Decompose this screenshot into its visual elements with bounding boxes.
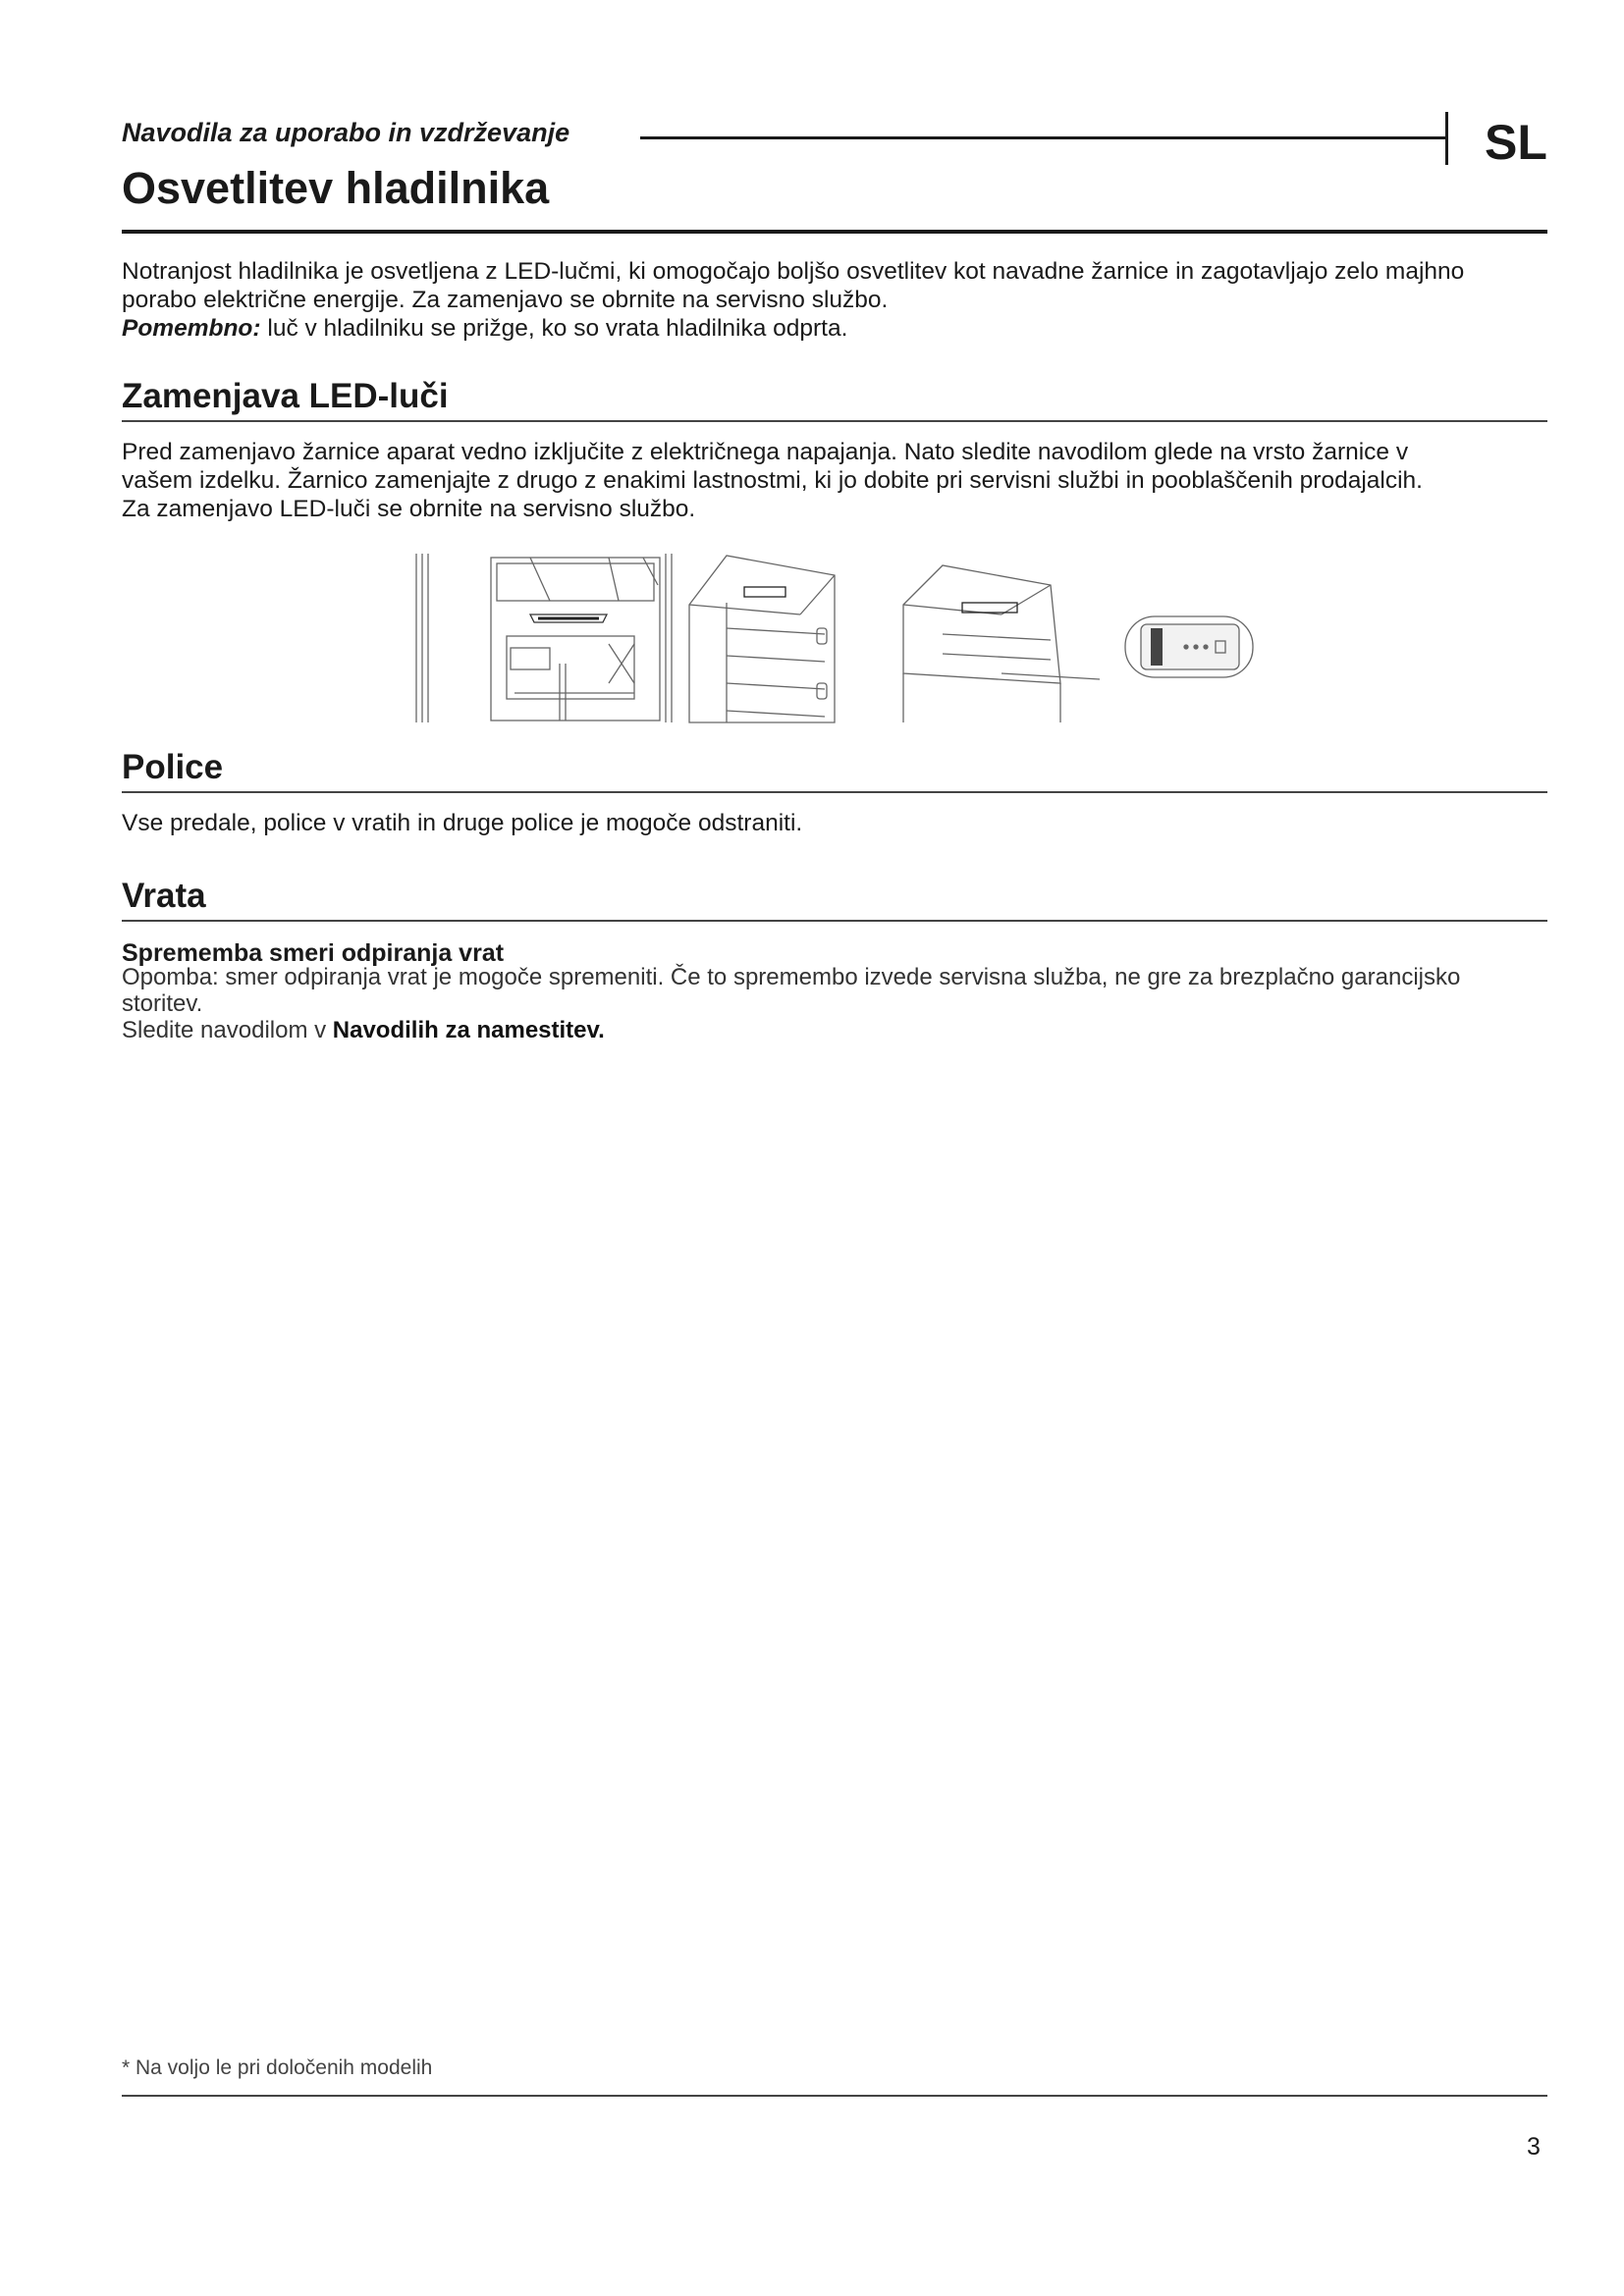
page-number: 3	[1527, 2133, 1541, 2161]
footnote: * Na voljo le pri določenih modelih	[122, 2056, 433, 2079]
important-note	[122, 314, 1547, 343]
manual-subtitle: Navodila za uporabo in vzdrževanje	[122, 118, 570, 147]
fridge-shelves-illustration	[689, 556, 835, 722]
header-rule-end	[1445, 112, 1448, 165]
led-paragraph	[122, 438, 1547, 523]
led-replacement-illustration	[412, 546, 1276, 726]
language-code: SL	[1485, 115, 1547, 170]
fridge-interior-light-illustration	[416, 554, 672, 722]
door-line-2-prefix: Sledite navodilom v	[122, 1017, 333, 1043]
led-cover-illustration	[903, 565, 1100, 722]
led-heading-rule	[122, 420, 1547, 422]
led-module-illustration	[1125, 616, 1253, 677]
led-line-2: vašem izdelku. Žarnico zamenjajte z drugo z enakimi lastnostmi, ki jo dobite pri servisni službi in pooblaščenih prodajalcih.	[122, 467, 1423, 494]
page-title: Osvetlitev hladilnika	[122, 163, 550, 213]
door-line-2	[122, 1017, 1547, 1043]
led-line-3: Za zamenjavo LED-luči se obrnite na servisno službo.	[122, 496, 696, 522]
door-heading: Vrata	[122, 877, 206, 915]
door-paragraph	[122, 964, 1547, 1043]
shelves-heading: Police	[122, 748, 224, 786]
intro-line-1: Notranjost hladilnika je osvetljena z LED-lučmi, ki omogočajo boljšo osvetlitev kot navadne žarnice in zagotavljajo zelo majhno	[122, 258, 1465, 285]
shelves-heading-rule	[122, 791, 1547, 793]
installation-guide-reference: Navodilih za namestitev.	[332, 1017, 605, 1043]
intro-paragraph	[122, 257, 1547, 343]
footer-rule	[122, 2095, 1547, 2097]
led-heading: Zamenjava LED-luči	[122, 377, 449, 415]
door-subheading: Sprememba smeri odpiranja vrat	[122, 939, 505, 967]
intro-line-2: porabo električne energije. Za zamenjavo se obrnite na servisno službo.	[122, 287, 889, 313]
header-rule	[640, 136, 1447, 139]
title-rule	[122, 230, 1547, 234]
shelves-paragraph: Vse predale, police v vratih in druge police je mogoče odstraniti.	[122, 810, 803, 836]
important-label: Pomembno:	[122, 315, 261, 342]
door-heading-rule	[122, 920, 1547, 922]
door-line-1: Opomba: smer odpiranja vrat je mogoče spremeniti. Če to spremembo izvede servisna služba, ne gre za brezplačno garancijsko storitev.	[122, 964, 1461, 1017]
led-line-1: Pred zamenjavo žarnice aparat vedno izključite z električnega napajanja. Nato sledite navodilom glede na vrsto žarnice v	[122, 439, 1409, 465]
important-text: luč v hladilniku se prižge, ko so vrata hladilnika odprta.	[260, 315, 848, 342]
